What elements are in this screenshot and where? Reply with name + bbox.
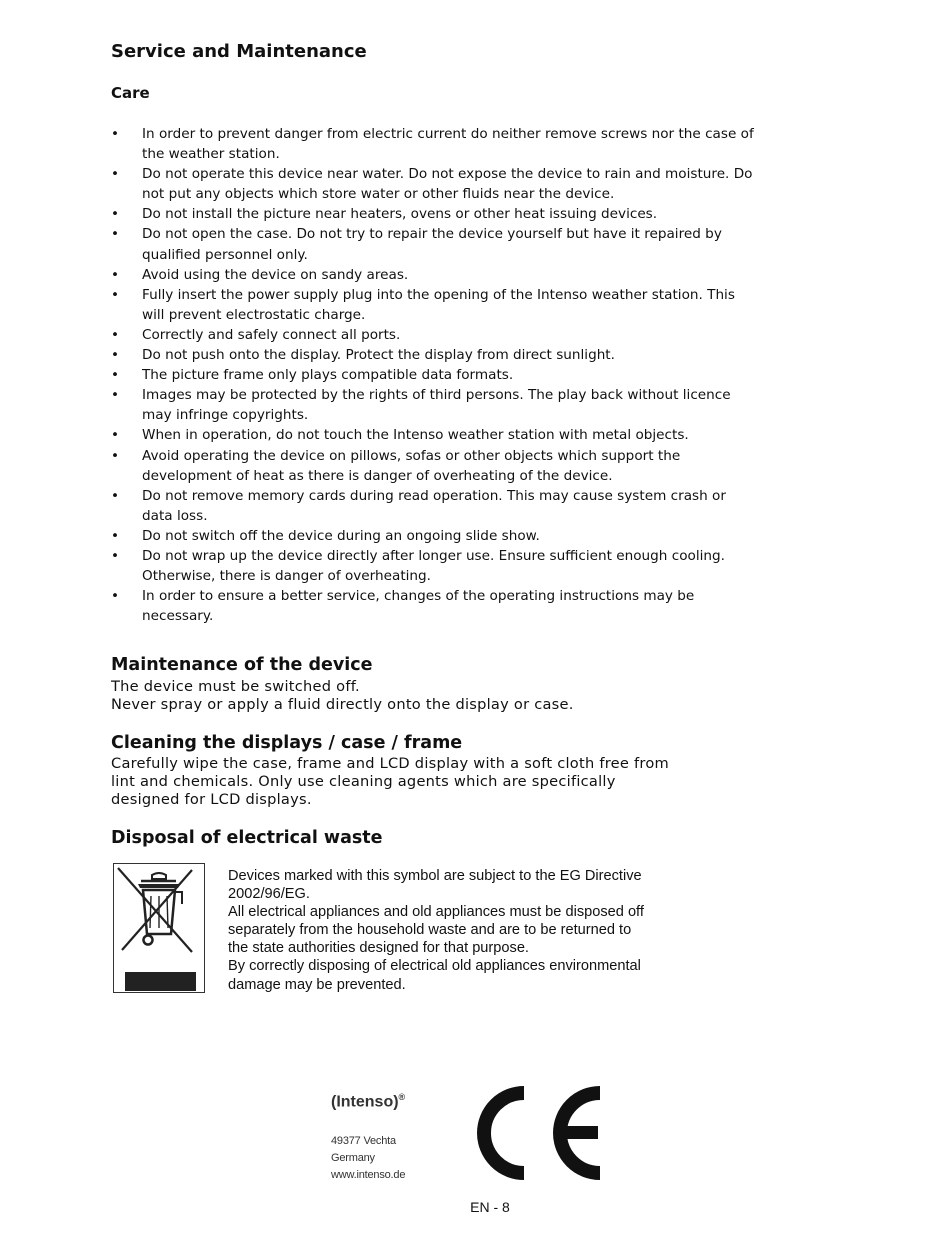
maintenance-line: Never spray or apply a fluid directly onto the display or case. bbox=[111, 696, 574, 714]
cleaning-heading: Cleaning the displays / case / frame bbox=[111, 733, 463, 753]
disposal-line: Devices marked with this symbol are subject to the EG Directive bbox=[228, 868, 642, 884]
page-heading: Service and Maintenance bbox=[111, 41, 367, 62]
care-item-text: The picture frame only plays compatible data formats. bbox=[142, 367, 514, 384]
care-list-item bbox=[111, 365, 781, 385]
disposal-text bbox=[228, 867, 698, 994]
disposal-line: By correctly disposing of electrical old appliances environmental bbox=[228, 958, 641, 975]
address-line: Germany bbox=[331, 1152, 375, 1164]
cleaning-line: designed for LCD displays. bbox=[111, 791, 312, 809]
care-item-text: qualified personnel only. bbox=[142, 246, 308, 263]
disposal-line: the state authorities designed for that purpose. bbox=[228, 940, 529, 957]
care-item-text: Do not install the picture near heaters, ovens or other heat issuing devices. bbox=[142, 206, 658, 223]
bullet-icon: • bbox=[111, 326, 120, 343]
bullet-icon: • bbox=[111, 166, 120, 183]
care-item-text: necessary. bbox=[142, 608, 214, 625]
care-item-text: Do not operate this device near water. Do not expose the device to rain and moisture. Do bbox=[142, 166, 753, 183]
care-item-text: In order to prevent danger from electric current do neither remove screws nor the case of bbox=[142, 126, 754, 142]
care-list-item bbox=[111, 345, 781, 365]
care-list-item bbox=[111, 204, 781, 224]
care-list-item bbox=[111, 425, 781, 445]
care-item-text: Correctly and safely connect all ports. bbox=[142, 326, 401, 343]
bullet-icon: • bbox=[111, 266, 120, 283]
care-item-text: Otherwise, there is danger of overheating. bbox=[142, 568, 431, 585]
bullet-icon: • bbox=[111, 447, 120, 464]
care-item-text: Do not switch off the device during an ongoing slide show. bbox=[142, 527, 540, 544]
care-item-text: Avoid operating the device on pillows, sofas or other objects which support the bbox=[142, 447, 681, 464]
maintenance-line: The device must be switched off. bbox=[111, 678, 360, 695]
disposal-line: 2002/96/EG. bbox=[228, 886, 310, 903]
page-number: EN - 8 bbox=[470, 1199, 510, 1215]
care-item-text: Fully insert the power supply plug into the opening of the Intenso weather station. This bbox=[142, 286, 735, 303]
disposal-line: All electrical appliances and old appliances must be disposed off bbox=[228, 904, 644, 921]
care-item-text: Do not open the case. Do not try to repair the device yourself but have it repaired by bbox=[142, 226, 722, 243]
care-item-text: may infringe copyrights. bbox=[142, 407, 309, 424]
care-item-text: not put any objects which store water or other fluids near the device. bbox=[142, 186, 615, 203]
bullet-icon: • bbox=[111, 226, 120, 243]
care-item-text: the weather station. bbox=[142, 146, 280, 163]
care-list-item bbox=[111, 446, 781, 486]
care-list-item bbox=[111, 265, 781, 285]
address-line: www.intenso.de bbox=[331, 1169, 406, 1181]
care-list-item bbox=[111, 385, 781, 425]
address-line: 49377 Vechta bbox=[331, 1135, 396, 1147]
maintenance-heading: Maintenance of the device bbox=[111, 655, 373, 675]
care-item-text: Images may be protected by the rights of third persons. The play back without licence bbox=[142, 387, 731, 404]
disposal-line: damage may be prevented. bbox=[228, 976, 406, 993]
bullet-icon: • bbox=[111, 547, 120, 564]
crossed-out-wheelie-bin-icon bbox=[114, 864, 204, 992]
cleaning-line: Carefully wipe the case, frame and LCD display with a soft cloth free from bbox=[111, 755, 669, 772]
cleaning-text bbox=[111, 755, 669, 810]
bullet-icon: • bbox=[111, 367, 120, 384]
registered-mark: ® bbox=[398, 1092, 406, 1102]
care-item-text: data loss. bbox=[142, 507, 208, 524]
care-list bbox=[111, 124, 781, 626]
care-item-text: In order to ensure a better service, changes of the operating instructions may be bbox=[142, 588, 695, 605]
care-list-item bbox=[111, 486, 781, 526]
care-item-text: will prevent electrostatic charge. bbox=[142, 306, 366, 323]
maintenance-text bbox=[111, 678, 574, 714]
care-list-item bbox=[111, 526, 781, 546]
care-list-item bbox=[111, 124, 781, 164]
bullet-icon: • bbox=[111, 206, 120, 223]
care-list-item bbox=[111, 546, 781, 586]
care-item-text: Do not remove memory cards during read operation. This may cause system crash or bbox=[142, 487, 726, 504]
bullet-icon: • bbox=[111, 427, 120, 444]
care-list-item bbox=[111, 164, 781, 204]
ce-mark-icon bbox=[472, 1085, 604, 1181]
care-list-item bbox=[111, 586, 781, 626]
manufacturer-address bbox=[331, 1133, 405, 1184]
care-item-text: Avoid using the device on sandy areas. bbox=[142, 266, 409, 283]
intenso-logo bbox=[331, 1092, 405, 1111]
weee-symbol-box bbox=[113, 863, 205, 993]
bullet-icon: • bbox=[111, 487, 120, 504]
disposal-heading: Disposal of electrical waste bbox=[111, 828, 383, 848]
care-list-item bbox=[111, 285, 781, 325]
care-item-text: Do not wrap up the device directly after longer use. Ensure sufficient enough cooling. bbox=[142, 547, 725, 564]
bullet-icon: • bbox=[111, 527, 120, 544]
care-list-item bbox=[111, 224, 781, 264]
disposal-line: separately from the household waste and are to be returned to bbox=[228, 922, 632, 939]
bullet-icon: • bbox=[111, 286, 120, 303]
care-list-item bbox=[111, 325, 781, 345]
care-item-text: Do not push onto the display. Protect the display from direct sunlight. bbox=[142, 347, 615, 364]
bullet-icon: • bbox=[111, 387, 120, 404]
bullet-icon: • bbox=[111, 347, 120, 364]
cleaning-line: lint and chemicals. Only use cleaning agents which are specifically bbox=[111, 773, 616, 791]
brand-name: (Intenso) bbox=[331, 1093, 399, 1111]
bullet-icon: • bbox=[111, 588, 120, 605]
care-item-text: development of heat as there is danger of overheating of the device. bbox=[142, 467, 613, 484]
care-subheading: Care bbox=[111, 84, 150, 102]
care-item-text: When in operation, do not touch the Intenso weather station with metal objects. bbox=[142, 427, 689, 444]
bullet-icon: • bbox=[111, 126, 120, 142]
